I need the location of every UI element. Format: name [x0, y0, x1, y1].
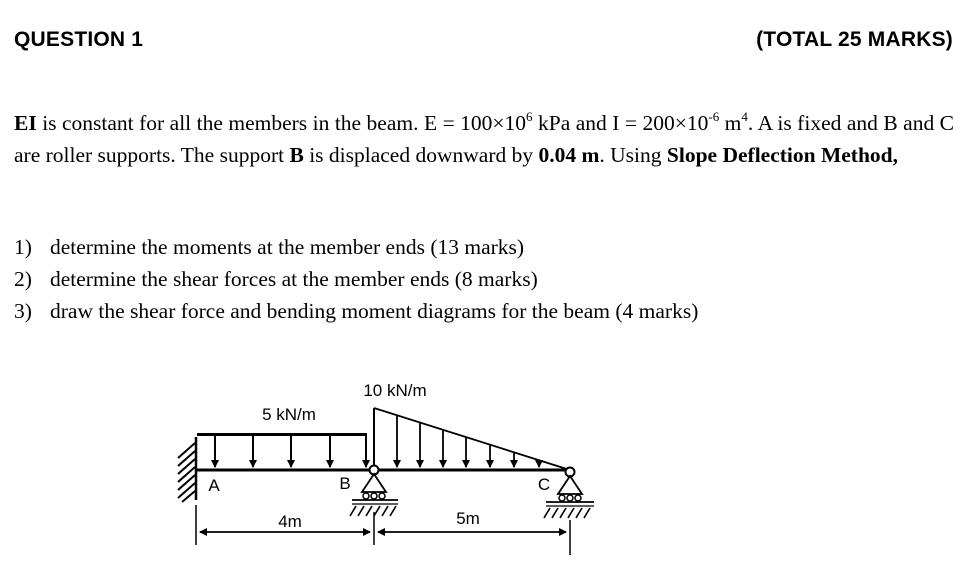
udl-load-ab: [197, 433, 367, 467]
udl-label: 5 kN/m: [262, 405, 316, 424]
list-item: 2) determine the shear forces at the member ends (8 marks): [14, 267, 538, 291]
list-item: 1) determine the moments at the member ends (13 marks): [14, 235, 525, 259]
roller-support-c: [544, 468, 594, 519]
support-b-term: B: [289, 143, 304, 167]
triangular-load-bc: [374, 408, 570, 470]
label-a: A: [208, 476, 220, 495]
label-b: B: [339, 474, 351, 493]
span-bc-label: 5m: [456, 509, 480, 528]
displacement-value: 0.04 m: [538, 143, 600, 167]
question-title: QUESTION 1: [14, 28, 144, 51]
list-item: 3) draw the shear force and bending moment diagrams for the beam (4 marks): [14, 299, 699, 323]
dimension-lines: [196, 505, 570, 555]
method-name: Slope Deflection Method,: [666, 143, 898, 167]
triangular-load-label: 10 kN/m: [363, 381, 427, 400]
ei-term: EI: [14, 111, 37, 135]
label-c: C: [537, 475, 551, 494]
total-marks: (TOTAL 25 MARKS): [756, 28, 953, 51]
roller-support-b: [350, 466, 398, 517]
fixed-support-a: [178, 437, 196, 502]
problem-statement: EI is constant for all the members in the beam. $E = 100\times 10^6$ kPa and $I = 200\times 10^{-6}$ $m^4$. A is fixed and B and C are roller supports. The support B is displaced downward by 0.04 m. Using Slope Deflection Method,: [14, 109, 955, 167]
span-ab-label: 4m: [278, 512, 302, 531]
